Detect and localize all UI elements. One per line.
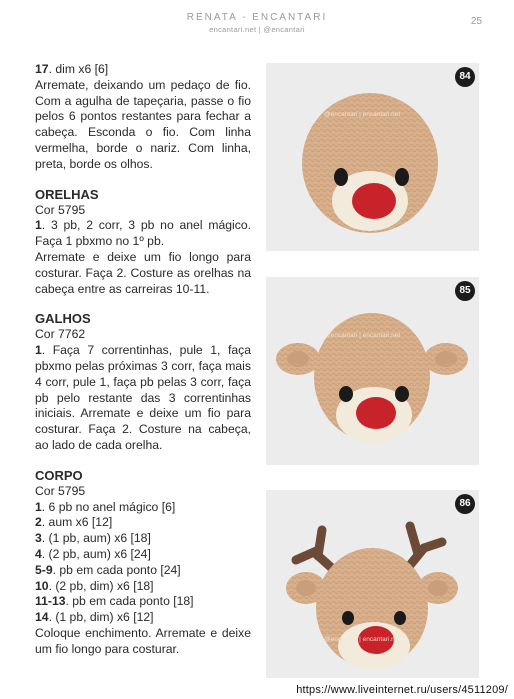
step-number: 1: [35, 218, 42, 233]
photo-watermark: @encantari | encantari.net: [324, 111, 401, 118]
step-number: 17: [35, 62, 49, 76]
row-text: . 6 pb no anel mágico [6]: [41, 499, 176, 514]
pattern-row: [35, 594, 251, 610]
step-badge: 85: [455, 281, 475, 301]
row-text: . aum x6 [12]: [41, 515, 113, 530]
right-antler: [406, 526, 442, 570]
intro-paragraph: Arremate, deixando um pedaço de fio. Com a agulha de tapeçaria, passe o fio pelos 6 pontos restantes para fechar a cabeça. Esconda o fio. Com linha vermelha, borde o nariz. Com linha, preta, borde os olhos.: [35, 77, 251, 171]
row-text: . (2 pb, aum) x6 [24]: [41, 546, 151, 561]
header-brand: RENATA - ENCANTARI: [186, 12, 328, 23]
left-antler: [296, 530, 334, 570]
row-number: 10: [35, 578, 49, 593]
footer-url[interactable]: https://www.liveinternet.ru/users/4511209/: [296, 684, 508, 696]
photo-watermark: @encantari | encantari.net: [324, 332, 401, 339]
orelhas-paragraph-2: Arremate e deixe um fio longo para costurar. Faça 2. Costure as orelhas na cabeça entre as carreiras 10-11.: [35, 249, 251, 296]
pattern-row: [35, 515, 251, 531]
row-number: 3: [35, 531, 42, 546]
nose-shape: [352, 183, 396, 219]
pattern-row: [35, 531, 251, 547]
row-number: 5-9: [35, 562, 53, 577]
row-number: 11-13: [35, 594, 66, 609]
step-text: . 3 pb, 2 corr, 3 pb no anel mágico. Faça 1 pbxmo no 1º pb.: [35, 218, 251, 249]
page-number: 25: [470, 16, 482, 27]
left-ear-inner: [296, 580, 316, 596]
right-eye: [395, 168, 409, 186]
nose-shape: [356, 397, 396, 429]
reindeer-head-antlers-illustration: [266, 490, 479, 678]
row-text: . pb em cada ponto [18]: [65, 594, 194, 609]
color-code: Cor 7762: [35, 327, 86, 342]
orelhas-paragraph-1: [35, 218, 251, 250]
intro-block: [35, 62, 251, 173]
reindeer-head-ears-illustration: [266, 277, 479, 465]
step-text: . dim x6 [6]: [48, 62, 109, 76]
corpo-section: [35, 468, 251, 658]
section-title: ORELHAS: [35, 186, 99, 202]
row-number: 2: [35, 515, 42, 530]
color-code: Cor 5795: [35, 483, 86, 498]
photo-step-84: [266, 63, 479, 251]
step-badge: 86: [455, 494, 475, 514]
row-number: 4: [35, 546, 42, 561]
right-eye: [395, 386, 409, 402]
photo-step-85: [266, 277, 479, 465]
photo-step-86: [266, 490, 479, 678]
corpo-closing: Coloque enchimento. Arremate e deixe um fio longo para costurar.: [35, 625, 251, 656]
pattern-row: [35, 610, 251, 626]
section-title: GALHOS: [35, 311, 91, 327]
photo-watermark: @encantari | encantari.net: [324, 636, 401, 643]
header-subline: encantari.net | @encantari: [209, 25, 305, 34]
galhos-paragraph: [35, 343, 251, 454]
right-eye: [394, 611, 406, 625]
left-ear-inner: [287, 351, 309, 367]
row-text: . (2 pb, dim) x6 [18]: [48, 578, 154, 593]
row-number: 1: [35, 499, 42, 514]
row-text: . (1 pb, aum) x6 [18]: [41, 531, 151, 546]
section-title: CORPO: [35, 467, 83, 483]
pattern-row: [35, 563, 251, 579]
galhos-section: [35, 311, 251, 453]
left-eye: [339, 386, 353, 402]
step-text: . Faça 7 correntinhas, pule 1, faça pbxmo pelas próximas 3 corr, faça mais 4 corr, pule 1, faça pb pelas 3 corr, faça pb pelo restante das 3 correntinhas iniciais. Arremate e deixe um fio para costurar. Faça 2. Costure na cabeça, ao lado de cada orelha.: [35, 343, 251, 452]
left-eye: [334, 168, 348, 186]
pattern-row: [35, 547, 251, 563]
row-text: . (1 pb, dim) x6 [12]: [48, 610, 154, 625]
right-ear-inner: [428, 580, 448, 596]
reindeer-head-illustration: [266, 63, 479, 251]
instructions-column: [35, 62, 251, 658]
pattern-row: [35, 579, 251, 595]
orelhas-section: [35, 187, 251, 298]
color-code: Cor 5795: [35, 202, 86, 217]
step-badge: 84: [455, 67, 475, 87]
row-text: . pb em cada ponto [24]: [52, 562, 181, 577]
row-number: 14: [35, 610, 49, 625]
left-eye: [342, 611, 354, 625]
right-ear-inner: [435, 351, 457, 367]
step-number: 1: [35, 343, 42, 358]
pattern-row: [35, 500, 251, 516]
